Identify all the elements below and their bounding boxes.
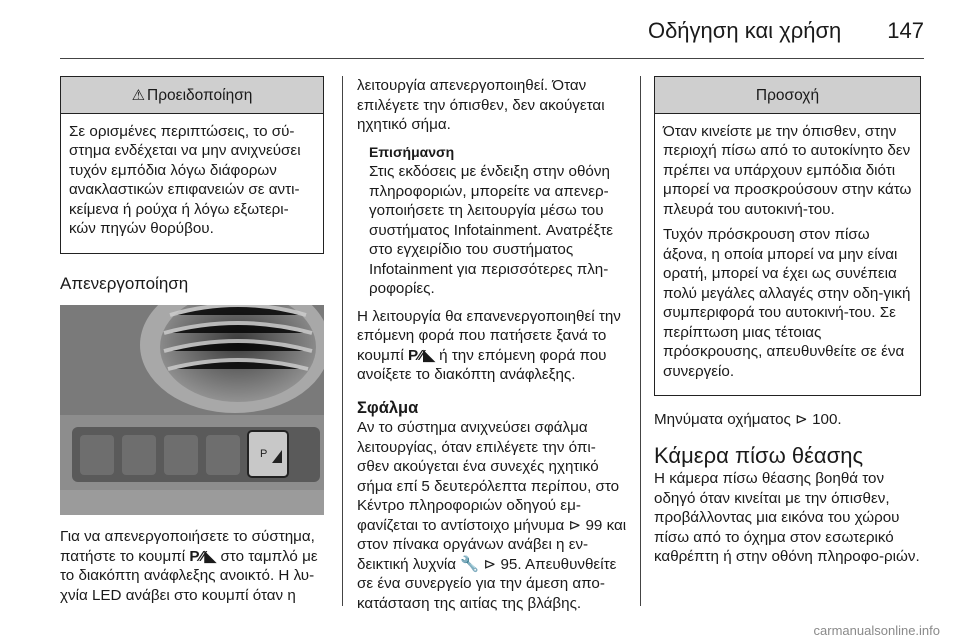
reference-arrow-icon: ⊳ <box>568 516 582 534</box>
reactivate-text-b: ή την επόμενη φορά που ανοίξετε το διακόπτη ανάφλεξης. <box>357 346 607 383</box>
column-divider <box>640 76 641 606</box>
camera-text: Η κάμερα πίσω θέασης βοηθά τον οδηγό όταν κινείται με την όπισθεν, προβάλλοντας μια εικόνα του χώρου πίσω από το όχημα στον εσωτερικό καθρέπτη ή στην οθόνη πληροφο-ριών. <box>654 470 920 565</box>
fault-text-c: . Απευθυνθείτε σε ένα συνεργείο για την άμεση απο-κατάσταση της αιτίας της βλάβης. <box>357 555 617 612</box>
page-number: 147 <box>887 18 924 43</box>
caution-box-body <box>655 114 920 396</box>
watermark: carmanualsonline.info <box>813 623 940 638</box>
reference-arrow-icon: ⊳ <box>795 411 808 428</box>
warning-box-header <box>61 77 323 114</box>
warning-title: Προειδοποίηση <box>147 87 253 104</box>
warning-triangle-icon: ⚠ <box>131 87 146 104</box>
warning-box-body <box>61 114 323 253</box>
header-rule <box>60 58 924 59</box>
reference-arrow-icon: ⊳ <box>483 555 497 573</box>
camera-heading: Κάμερα πίσω θέασης <box>654 442 864 468</box>
fault-ref-link-2[interactable] <box>483 556 517 573</box>
warning-box <box>60 76 324 254</box>
caution-box <box>654 76 921 396</box>
section-title: Οδήγηση και χρήση <box>647 18 842 43</box>
deactivation-text: Για να απενεργοποιήσετε το σύστημα, πατήστε το κουμπί <box>60 528 315 565</box>
continued-text: λειτουργία απενεργοποιηθεί. Όταν επιλέγετε την όπισθεν, δεν ακούγεται ηχητικό σήμα. <box>357 77 605 133</box>
fault-heading: Σφάλμα <box>357 398 419 417</box>
caution-box-header: Προσοχή <box>655 77 920 114</box>
fault-paragraph <box>357 418 627 613</box>
fault-text-a: Αν το σύστημα ανιχνεύσει σφάλμα λειτουργίας, όταν επιλέγετε την όπι-σθεν ακούγεται ένα συνεχές ηχητικό σήμα επί 5 δευτερόλεπτα περίπου, στο Κέντρο πληροφοριών οδηγού εμ-φανίζεται το αντίστοιχο μήνυμα <box>357 419 620 534</box>
deactivation-heading: Απενεργοποίηση <box>60 273 189 293</box>
fault-text-b: και στον πίνακα οργάνων ανάβει η εν-δεικτική λυχνία <box>357 516 627 573</box>
dashboard-button-photo <box>60 305 324 515</box>
warning-text: Σε ορισμένες περιπτώσεις, το σύ-στημα ενδέχεται να μην ανιχνεύσει τυχόν εμπόδια λόγω διάφορων ανακλαστικών επιφανειών σε αντι-κείμενα ή ρούχα ή λόγω εξωτερι-κών πηγών θορύβου. <box>69 122 301 237</box>
svg-text:P: P <box>260 448 268 460</box>
note-block <box>369 143 627 299</box>
dashboard-photo-illustration <box>60 305 324 515</box>
column-1 <box>60 76 324 605</box>
parking-sensor-button-icon: P⁄⁄◣ <box>408 346 435 364</box>
wrench-indicator-icon: 🔧 <box>460 555 480 573</box>
parking-sensor-button-icon: P⁄⁄◣ <box>189 547 217 565</box>
vehicle-messages-line <box>654 410 921 430</box>
reactivate-text-a: Η λειτουργία θα επανενεργοποιηθεί την επόμενη φορά που πατήσετε ξανά το κουμπί <box>357 307 621 364</box>
fault-ref-2: 95 <box>500 555 518 573</box>
note-text: Στις εκδόσεις με ένδειξη στην οθόνη πληροφοριών, μπορείτε να απενερ-γοποιήσετε τη λειτουργία μέσω του συστήματος Infotainment. Ανατρέξτε στο εγχειρίδιο του συστήματος Infotainment για περισσότερες πλη-ροφορίες. <box>369 163 614 297</box>
column-divider <box>342 76 343 606</box>
vehicle-messages-ref: 100 <box>812 411 838 428</box>
fault-ref-link-1[interactable] <box>569 517 603 534</box>
page-header <box>648 18 924 44</box>
column-3 <box>654 76 921 567</box>
note-title: Επισήμανση <box>369 143 455 160</box>
vehicle-messages-text: Μηνύματα οχήματος <box>654 411 791 428</box>
fault-ref-1: 99 <box>585 516 603 534</box>
deactivation-text-cont: στο ταμπλό με το διακόπτη ανάφλεξης ανοικτό. Η λυ-χνία LED ανάβει στο κουμπί όταν η <box>60 547 318 604</box>
deactivation-paragraph <box>60 527 324 605</box>
reactivate-paragraph <box>357 307 627 385</box>
caution-text-2: Τυχόν πρόσκρουση στον πίσω άξονα, η οποία μπορεί να μην είναι ορατή, μπορεί να έχει ως συνέπεια πολύ μεγάλες αλλαγές στην οδη-γική συμπεριφορά του αυτοκινή-του. Σε περίπτωση μιας τέτοιας πρόσκρουσης, απευθυνθείτε σε ένα συνεργείο. <box>663 226 911 380</box>
column-2 <box>357 76 627 613</box>
caution-text-1: Όταν κινείστε με την όπισθεν, στην περιοχή πίσω από το αυτοκίνητο δεν πρέπει να υπάρχουν εμπόδια διότι μπορεί να προσκρούσουν στην κάτω πλευρά του αυτοκινή-του. <box>663 122 912 218</box>
vehicle-messages-link[interactable]: ⊳ 100. <box>795 411 842 428</box>
